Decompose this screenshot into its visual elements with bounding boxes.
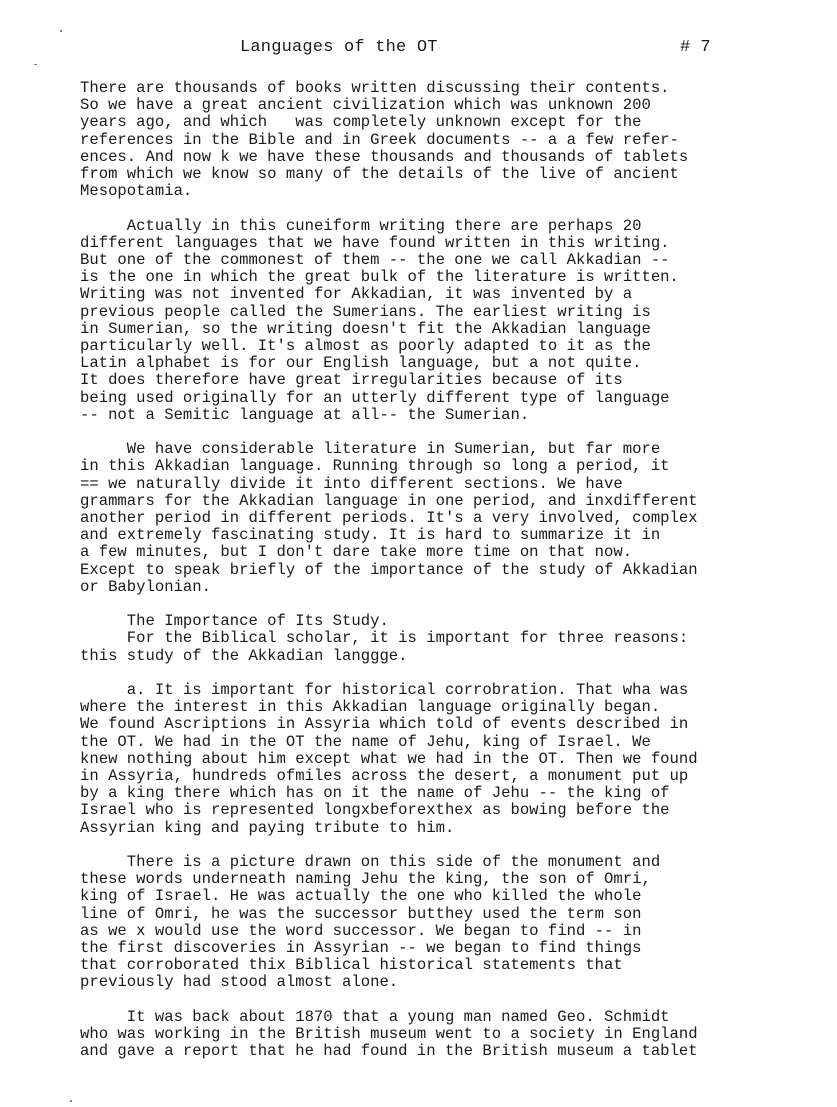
text-line: different languages that we have found written in this writing. bbox=[80, 233, 670, 252]
text-line: king of Israel. He was actually the one who killed the whole bbox=[80, 887, 642, 906]
text-line: We have considerable literature in Sumerian, but far more bbox=[80, 440, 661, 459]
text-line: in this Akkadian language. Running through so long a period, it bbox=[80, 457, 670, 476]
page-number: # 7 bbox=[680, 38, 711, 57]
text-line: == we naturally divide it into different sections. We have bbox=[80, 474, 623, 493]
text-line: Actually in this cuneiform writing there are perhaps 20 bbox=[80, 216, 642, 235]
text-line: But one of the commonest of them -- the one we call Akkadian -- bbox=[80, 251, 670, 270]
text-line: in Assyria, hundreds ofmiles across the desert, a monument put up bbox=[80, 767, 689, 786]
text-line: and extremely fascinating study. It is hard to summarize it in bbox=[80, 526, 661, 545]
paragraph bbox=[80, 80, 820, 200]
text-line: being used originally for an utterly different type of language bbox=[80, 388, 670, 407]
text-line: years ago, and which was completely unknown except for the bbox=[80, 113, 642, 132]
text-line: previous people called the Sumerians. The earliest writing is bbox=[80, 302, 651, 321]
text-line: references in the Bible and in Greek documents -- a a few refer- bbox=[80, 130, 679, 149]
paragraph bbox=[80, 441, 820, 596]
text-line: There is a picture drawn on this side of the monument and bbox=[80, 853, 661, 872]
body-text bbox=[80, 80, 820, 1078]
text-line: as we x would use the word successor. We began to find -- in bbox=[80, 921, 642, 940]
text-line: where the interest in this Akkadian language originally began. bbox=[80, 698, 661, 717]
text-line: Except to speak briefly of the importance of the study of Akkadian bbox=[80, 560, 698, 579]
paragraph bbox=[80, 854, 820, 992]
text-line: a few minutes, but I don't dare take more time on that now. bbox=[80, 543, 633, 562]
text-line: Assyrian king and paying tribute to him. bbox=[80, 818, 455, 837]
text-line: So we have a great ancient civilization which was unknown 200 bbox=[80, 96, 651, 115]
text-line: -- not a Semitic language at all-- the Sumerian. bbox=[80, 405, 530, 424]
text-line: that corroborated thix Biblical historical statements that bbox=[80, 956, 623, 975]
text-line: We found Ascriptions in Assyria which told of events described in bbox=[80, 715, 689, 734]
paragraph bbox=[80, 218, 820, 424]
text-line: line of Omri, he was the successor butthey used the term son bbox=[80, 904, 642, 923]
text-line: It does therefore have great irregularities because of its bbox=[80, 371, 623, 390]
text-line: the first discoveries in Assyrian -- we began to find things bbox=[80, 939, 642, 958]
text-line: another period in different periods. It's a very involved, complex bbox=[80, 509, 698, 528]
text-line: Israel who is represented longxbeforexthex as bowing before the bbox=[80, 801, 670, 820]
scan-speck bbox=[60, 30, 62, 32]
text-line: the OT. We had in the OT the name of Jehu, king of Israel. We bbox=[80, 732, 651, 751]
text-line: Mesopotamia. bbox=[80, 182, 193, 201]
text-line: who was working in the British museum went to a society in England bbox=[80, 1025, 698, 1044]
scan-speck bbox=[34, 64, 37, 65]
text-line: Latin alphabet is for our English language, but a not quite. bbox=[80, 354, 642, 373]
text-line: this study of the Akkadian langgge. bbox=[80, 646, 408, 665]
text-line: grammars for the Akkadian language in one period, and inxdifferent bbox=[80, 491, 698, 510]
text-line: For the Biblical scholar, it is important for three reasons: bbox=[80, 629, 689, 648]
text-line: a. It is important for historical corrobration. That wha was bbox=[80, 681, 689, 700]
text-line: from which we know so many of the details of the live of ancient bbox=[80, 165, 679, 184]
text-line: previously had stood almost alone. bbox=[80, 973, 399, 992]
paragraph bbox=[80, 682, 820, 837]
scan-speck bbox=[70, 1100, 72, 1102]
text-line: in Sumerian, so the writing doesn't fit the Akkadian language bbox=[80, 319, 651, 338]
text-line: The Importance of Its Study. bbox=[80, 612, 389, 631]
text-line: ences. And now k we have these thousands and thousands of tablets bbox=[80, 147, 689, 166]
text-line: It was back about 1870 that a young man named Geo. Schmidt bbox=[80, 1007, 670, 1026]
text-line: Writing was not invented for Akkadian, it was invented by a bbox=[80, 285, 633, 304]
text-line: these words underneath naming Jehu the king, the son of Omri, bbox=[80, 870, 651, 889]
paragraph bbox=[80, 1009, 820, 1061]
page-title: Languages of the OT bbox=[240, 38, 438, 57]
text-line: There are thousands of books written discussing their contents. bbox=[80, 79, 670, 97]
text-line: or Babylonian. bbox=[80, 577, 212, 596]
text-line: is the one in which the great bulk of the literature is written. bbox=[80, 268, 679, 287]
text-line: and gave a report that he had found in the British museum a tablet bbox=[80, 1042, 698, 1061]
text-line: knew nothing about him except what we had in the OT. Then we found bbox=[80, 749, 698, 768]
text-line: by a king there which has on it the name of Jehu -- the king of bbox=[80, 784, 670, 803]
text-line: particularly well. It's almost as poorly adapted to it as the bbox=[80, 337, 651, 356]
paragraph bbox=[80, 613, 820, 665]
